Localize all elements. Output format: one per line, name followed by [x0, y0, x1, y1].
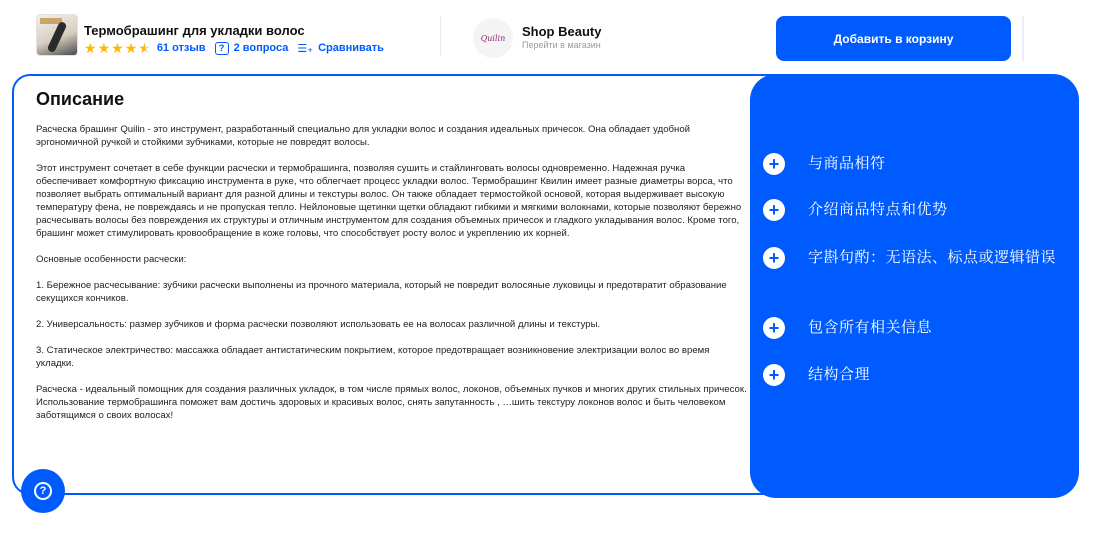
product-meta-row: [84, 40, 393, 56]
questions-link[interactable]: [215, 42, 289, 55]
questions-link-label: 2 вопроса: [233, 42, 289, 54]
shop-logo-text: Quilin: [480, 33, 506, 43]
reviews-link[interactable]: [157, 42, 206, 54]
criteria-panel: [750, 74, 1079, 498]
plus-circle-icon[interactable]: +: [763, 153, 785, 175]
half-star-icon: ★: [138, 40, 151, 56]
star-icon: ★: [124, 40, 138, 56]
help-icon: ?: [34, 482, 52, 500]
thumbnail-brush-shape: [47, 21, 68, 53]
help-button[interactable]: [21, 469, 65, 513]
star-icon: ★: [97, 40, 111, 56]
criterion-item[interactable]: [763, 199, 1073, 221]
go-to-shop-link[interactable]: Перейти в магазин: [522, 40, 601, 50]
star-icon: ★: [84, 40, 97, 56]
sticky-product-header: [0, 0, 1106, 72]
description-body: [36, 123, 748, 435]
shop-logo[interactable]: [473, 18, 513, 58]
description-paragraph: 2. Универсальность: размер зубчиков и форма расчески позволяют использовать ее на волосах различной длины и текстуры.: [36, 319, 601, 330]
criterion-item[interactable]: [763, 317, 1073, 339]
compare-icon: ☰₊: [297, 42, 314, 55]
plus-circle-icon[interactable]: +: [763, 364, 785, 386]
plus-circle-icon[interactable]: +: [763, 317, 785, 339]
rating-stars[interactable]: [84, 41, 151, 55]
description-paragraph: 3. Статическое электричество: массажка обладает антистатическим покрытием, которое предотвращает возникновение электризации волос во время укладки.: [36, 345, 710, 369]
description-paragraph: Основные особенности расчески:: [36, 254, 187, 265]
description-paragraph: Этот инструмент сочетает в себе функции расчески и термобрашинга, позволяя сушить и стайлинговать волосы одновременно. Надежная ручка обеспечивает комфортную фиксацию инструмента в руке, что облегчает процесс укладки волос. Термобрашинг Квилин имеет разные диаметры ворса, что позволяет выбрать оптимальный вариант для разной длины и текстуры волос. Он также обладает термостойкой основой, которая выдерживает высокую температуру фена, не повреждаясь и не пропуская тепло. Нейлоновые щетинки щетки обладают гибкими и мягкими волокнами, которые позволяют бережно расчесывать волосы без повреждения их структуры и отличным инструментом для создания объемных причесок и гладкого укладывания волос. Кроме того, брашинг может стимулировать кровообращение в коже головы, что способствует росту волос и укреплению их корней.: [36, 163, 742, 239]
plus-circle-icon[interactable]: +: [763, 199, 785, 221]
compare-link-label: Сравнивать: [318, 42, 384, 54]
plus-circle-icon[interactable]: +: [763, 247, 785, 269]
criterion-label: 介绍商品特点和优势: [808, 200, 948, 218]
description-heading: Описание: [36, 89, 125, 109]
criterion-label: 包含所有相关信息: [808, 318, 933, 336]
criterion-item[interactable]: [763, 247, 1073, 269]
criterion-label: 与商品相符: [808, 154, 886, 172]
product-thumbnail[interactable]: [36, 14, 78, 56]
criterion-label: 字斟句酌：无语法、标点或逻辑错误: [808, 248, 1057, 266]
description-paragraph: 1. Бережное расчесывание: зубчики расчески выполнены из прочного материала, который не повредит волосяные луковицы и предотвратит образование секущихся кончиков.: [36, 280, 727, 304]
product-title[interactable]: Термобрашинг для укладки волос: [84, 23, 305, 38]
header-edge: [1022, 16, 1024, 61]
header-divider: [440, 16, 441, 56]
shop-name[interactable]: Shop Beauty: [522, 24, 602, 39]
criterion-label: 结构合理: [808, 365, 871, 383]
description-paragraph: Расческа брашинг Quilin - это инструмент, разработанный специально для укладки волос и создания идеальных причесок. Она обладает удобной эргономичной ручкой и стойкими зубчиками, которые не повредят волосы.: [36, 124, 691, 148]
star-icon: ★: [111, 40, 124, 56]
add-to-cart-button[interactable]: Добавить в корзину: [776, 16, 1011, 61]
question-icon: ?: [215, 42, 229, 55]
description-paragraph: Расческа - идеальный помощник для создания различных укладок, в том числе прямых волос, локонов, объемных пучков и многих других стильных причесок. Использование термобрашинга поможет вам достичь здоровых и красивых волос, снять запутанность , …шить текстуру локонов волос и быть человеком заботящимся о своих волосах!: [36, 384, 747, 421]
reviews-link-label: 61 отзыв: [156, 42, 206, 54]
compare-link[interactable]: [297, 42, 384, 55]
criterion-item[interactable]: [763, 153, 1073, 175]
criterion-item[interactable]: [763, 364, 1073, 386]
